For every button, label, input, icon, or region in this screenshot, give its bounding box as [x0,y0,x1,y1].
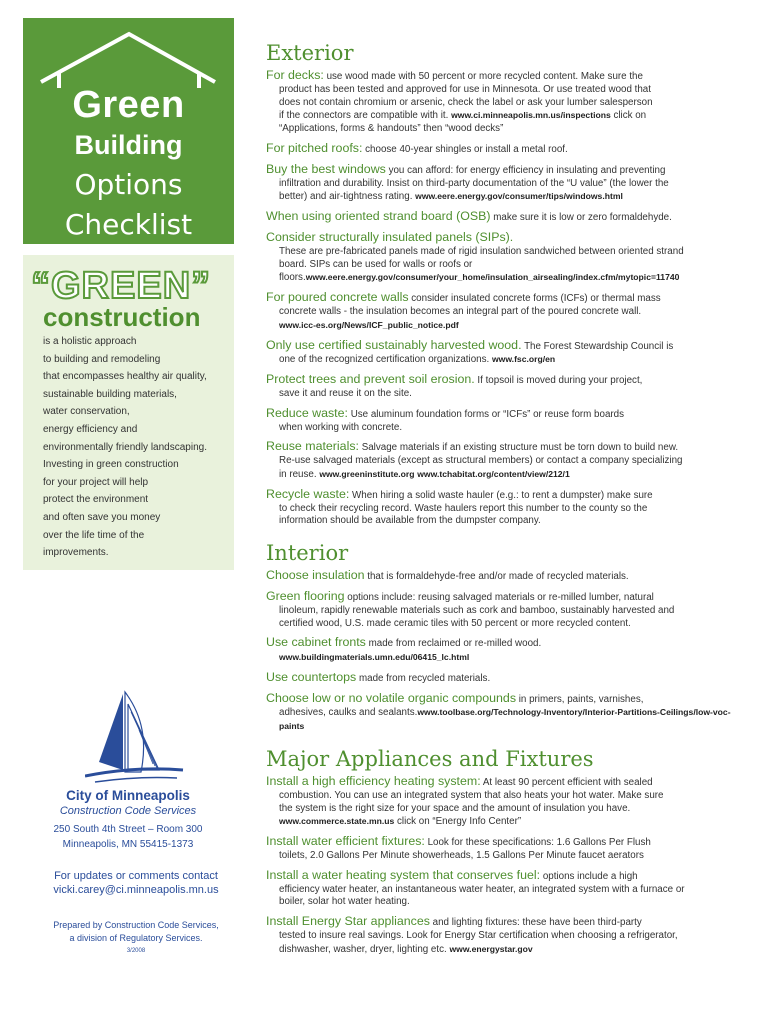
item-line [266,790,746,803]
checklist-content [266,40,746,963]
item-text: made from recycled materials. [356,672,491,684]
item-text: click on [610,110,647,122]
construction-heading: construction [43,302,201,332]
item-text: click on “Energy Info Center” [394,816,522,828]
checklist-item [266,407,746,435]
item-link[interactable]: www.commerce.state.mn.us [279,816,395,827]
item-heading: Install Energy Star appliances [266,914,430,929]
item-text: when working with concrete. [279,421,403,433]
appliances-list [266,775,746,957]
item-text: use wood made with 50 percent or more recycled content. Make sure the [323,71,643,82]
item-heading: When using oriented strand board (OSB) [266,209,491,224]
item-first-line [266,775,746,790]
address-line-1: 250 South 4th Street – Room 300 [53,824,203,835]
item-first-line [266,291,746,306]
item-link[interactable]: www.eere.energy.gov/consumer/your_home/insulation_airsealing/index.cfm/mytopic=11740 [305,272,680,283]
item-line [266,943,746,957]
item-heading: Choose insulation [266,568,365,583]
item-text: toilets, 2.0 Gallons Per Minute showerheads, 1.5 Gallons Per Minute faucet aerators [279,850,644,862]
item-first-line [266,915,746,930]
department-name: Construction Code Services [59,805,197,817]
item-text: information should be available from the dumpster company. [279,515,541,527]
city-name: City of Minneapolis [66,788,190,803]
checklist-item [266,569,746,584]
item-line [266,468,746,482]
item-line [266,388,746,401]
item-line [266,515,746,528]
item-line [266,850,746,863]
green-heading: “GREEN” [31,265,212,307]
checklist-item [266,671,746,686]
item-line [266,353,746,367]
checklist-item [266,231,746,285]
item-link[interactable]: www.fsc.org/en [491,354,556,365]
item-text: Use aluminum foundation forms or “ICFs” or reuse form boards [347,408,625,420]
item-heading: Install a water heating system that conserves fuel: [266,867,541,882]
item-first-line [266,488,746,503]
item-text: and lighting fixtures: these have been third-party [429,917,642,929]
checklist-item [266,373,746,401]
item-line [266,815,746,829]
item-line [266,455,746,468]
checklist-item [266,590,746,630]
item-text: Salvage materials if an existing structure must be torn down to build new. [358,442,679,454]
item-text: to check their recycling record. Waste haulers report this number to the county so the [279,502,648,514]
item-text: board. SIPs can be used for walls or roofs or floors. [279,258,473,284]
green-description [43,333,233,562]
item-first-line [266,142,746,157]
checklist-item [266,915,746,956]
house-roof-icon [37,28,222,88]
title-green: Green [72,84,185,126]
item-heading: Protect trees and prevent soil erosion. [266,372,475,387]
item-first-line [266,373,746,388]
item-first-line [266,69,746,84]
item-first-line [266,692,746,707]
item-text: At least 90 percent efficient with sealed [480,777,653,789]
item-heading: Install water efficient fixtures: [266,834,425,849]
item-heading: Use cabinet fronts [266,635,366,650]
description-line: environmentally friendly landscaping. [43,441,207,453]
description-line: for your project will help [43,476,149,488]
item-line [266,896,746,909]
item-line [266,84,746,97]
description-line: protect the environment [43,494,149,506]
item-link[interactable]: www.buildingmaterials.umn.edu/06415_lc.html [279,652,470,663]
item-first-line [266,835,746,850]
item-text: combustion. You can use an integrated system that also heats your hot water. Make sure [279,789,664,801]
contact-email[interactable]: vicki.carey@ci.minneapolis.mn.us [53,884,219,896]
item-first-line [266,590,746,605]
item-text: adhesives, caulks and sealants. [279,707,418,719]
item-first-line [266,163,746,178]
item-text: if the connectors are compatible with it. [279,110,452,122]
checklist-item [266,163,746,204]
item-link[interactable]: www.toolbase.org/Technology-Inventory/Interior-Partitions-Ceilings/low-voc-paints [279,707,731,732]
city-sailboat-logo [85,690,185,786]
item-line [266,803,746,816]
item-first-line [266,569,746,584]
item-text: These are pre-fabricated panels made of rigid insulation sandwiched between oriented strand [279,245,684,257]
item-text: you can afford: for energy efficiency in insulating and preventing [385,164,666,176]
item-text: one of the recognized certification organizations. [279,354,492,366]
exterior-list [266,69,746,528]
item-text: choose 40-year shingles or install a metal roof. [362,143,568,155]
title-box [23,18,234,244]
item-line [266,706,746,734]
item-text: “Applications, forms & handouts” then “wood decks” [279,123,504,135]
item-heading: Reduce waste: [266,405,348,420]
item-first-line [266,210,746,225]
item-heading: For poured concrete walls [266,290,409,305]
item-line [266,178,746,191]
checklist-item [266,636,746,665]
item-text: certified wood, U.S. made ceramic tiles with 50 percent or more recycled content. [279,617,631,629]
item-line [266,651,746,665]
item-text: The Forest Stewardship Council is [521,340,674,352]
checklist-item [266,692,746,734]
prepared-by-line-2: a division of Regulatory Services. [69,933,203,943]
item-text: that is formaldehyde-free and/or made of recycled materials. [364,571,629,583]
item-heading: For decks: [266,68,324,82]
item-first-line [266,339,746,354]
item-link[interactable]: www.energystar.gov [449,943,533,954]
description-line: Investing in green construction [43,459,179,471]
item-link[interactable]: www.icc-es.org/News/ICF_public_notice.pdf [279,319,459,330]
item-heading: Reuse materials: [266,439,359,454]
item-heading: Choose low or no volatile organic compounds [266,690,517,705]
item-text: efficiency water heater, an instantaneous water heater, an integrated system with a furnace or [279,883,685,895]
item-heading: Install a high efficiency heating system: [266,774,481,789]
item-line [266,605,746,618]
item-text: in primers, paints, varnishes, [516,693,644,705]
description-line: sustainable building materials, [43,388,177,400]
item-text: options include a high [540,870,638,882]
description-line: water conservation, [43,406,130,418]
item-heading: For pitched roofs: [266,140,363,155]
description-line: improvements. [43,547,109,559]
item-line [266,109,746,123]
item-text: the system is the right size for your space and the amount of insulation you have. [279,802,631,814]
checklist-item [266,69,746,136]
checklist-item [266,339,746,368]
checklist-item [266,775,746,829]
item-text: Re-use salvaged materials (except as structural members) or contact a company specializing [279,455,683,467]
item-text: tested to insure real savings. Look for Energy Star certification when choosing a refrigerator, [279,930,678,942]
interior-list [266,569,746,734]
item-line [266,503,746,516]
item-text: Look for these specifications: 1.6 Gallons Per Flush [424,837,651,849]
item-heading: Consider structurally insulated panels (SIPs). [266,229,514,244]
item-text: in reuse. [279,468,320,480]
item-first-line [266,869,746,884]
title-building: Building [74,130,183,160]
item-heading: Green flooring [266,588,345,603]
item-text: concrete walls - the insulation becomes an integral part of the poured concrete wall. [279,305,642,317]
item-line [266,618,746,631]
item-line [266,884,746,897]
item-text: boiler, solar hot water heating. [279,896,410,908]
item-text: options include: reusing salvaged materials or re-milled lumber, natural [344,591,654,603]
green-construction-box [23,255,234,570]
item-line [266,319,746,333]
item-link[interactable]: www.eere.energy.gov/consumer/tips/windows.html [415,191,623,202]
item-first-line [266,636,746,651]
item-heading: Recycle waste: [266,486,350,501]
item-link[interactable]: www.tchabitat.org/content/view/212/1 [417,468,570,479]
item-text: made from reclaimed or re-milled wood. [365,638,542,650]
title-options: Options [74,168,183,201]
description-line: over the life time of the [43,529,145,541]
item-text: infiltration and durability. Insist on third-party documentation of the “U value” (the lower the [279,177,669,189]
prepared-by-line-1: Prepared by Construction Code Services, [53,920,219,930]
item-text: dishwasher, washer, dryer, lighting etc. [279,943,450,955]
item-line [266,259,746,286]
description-line: that encompasses healthy air quality, [43,371,207,383]
item-text: consider insulated concrete forms (ICFs) or thermal mass [408,293,661,305]
item-first-line [266,671,746,686]
item-heading: Buy the best windows [266,161,386,176]
description-line: energy efficiency and [43,423,138,435]
item-text: linoleum, rapidly renewable materials such as cork and bamboo, sustainably harvested and [279,604,675,616]
item-text: does not contain chromium or arsenic, check the label or ask your lumber salesperson [279,96,653,108]
item-line [266,190,746,204]
updates-text: For updates or comments contact [54,870,218,882]
item-text: When hiring a solid waste hauler (e.g.: to rent a dumpster) make sure [349,489,653,501]
item-line [266,306,746,319]
item-line [266,123,746,136]
section-title-exterior: Exterior [266,41,354,65]
item-text: If topsoil is moved during your project, [474,375,643,387]
section-title-interior: Interior [266,541,349,566]
item-link[interactable]: www.ci.minneapolis.mn.us/inspections [451,110,611,121]
item-heading: Only use certified sustainably harvested wood. [266,337,522,352]
item-link[interactable]: www.greeninstitute.org [319,468,415,479]
publication-date: 3/2008 [126,948,146,954]
description-line: is a holistic approach [43,336,137,347]
address-line-2: Minneapolis, MN 55415-1373 [62,839,194,850]
item-heading: Use countertops [266,669,357,684]
item-text: save it and reuse it on the site. [279,387,412,399]
item-line [266,246,746,259]
item-first-line [266,407,746,422]
item-line [266,930,746,943]
item-first-line [266,440,746,455]
item-first-line [266,231,746,246]
checklist-item [266,291,746,332]
checklist-item [266,869,746,909]
description-line: to building and remodeling [43,353,161,365]
title-checklist: Checklist [64,208,193,241]
item-line [266,97,746,110]
item-text: product has been tested and approved for use in Minnesota. Or use treated wood that [279,83,651,95]
item-line [266,422,746,435]
checklist-item [266,142,746,157]
checklist-item [266,440,746,481]
item-text: better) and air-tightness rating. [279,191,416,203]
item-text: make sure it is low or zero formaldehyde. [490,212,672,224]
checklist-item [266,835,746,863]
checklist-item [266,210,746,225]
section-title-appliances: Major Appliances and Fixtures [266,747,594,772]
checklist-item [266,488,746,528]
description-line: and often save you money [43,511,161,523]
